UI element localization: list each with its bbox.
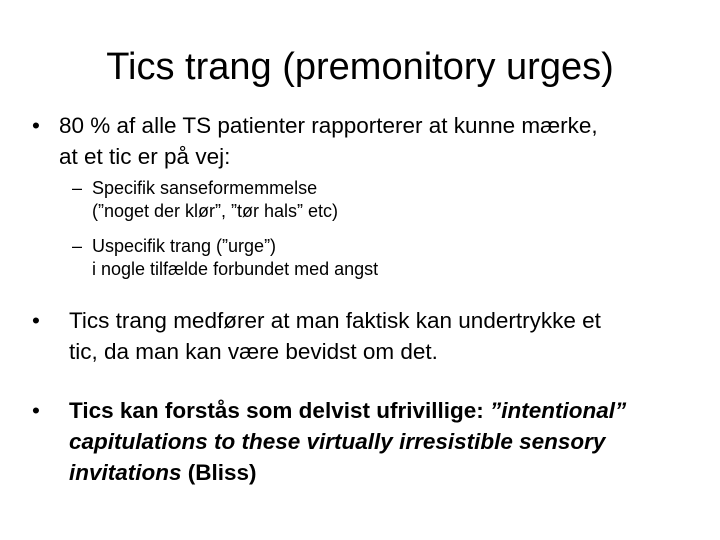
bullet-suppression [32,305,712,367]
sub-bullet-unspecific-urge [72,235,692,281]
bullet-marker: • [32,308,40,333]
bullet-urge-awareness [32,110,712,172]
bullet-text [59,110,598,172]
bullet-line: 80 % af alle TS patienter rapporterer at kunne mærke, [59,113,598,138]
bullet-quote-text: ”intentional” [489,398,627,423]
bullet-text [69,305,601,367]
sub-bullet-text [92,235,378,281]
bullet-quote-text: invitations [69,460,182,485]
bullet-citation: (Bliss) [181,460,257,485]
bullet-marker: • [32,113,40,138]
bullet-line: tic, da man kan være bevidst om det. [69,339,438,364]
sub-bullet-line: i nogle tilfælde forbundet med angst [92,259,379,279]
bullet-bold-text: Tics kan forstås som delvist ufrivillige: [69,398,490,423]
bullet-text [69,395,626,488]
bullet-marker: • [32,398,40,423]
sub-bullet-line: (”noget der klør”, ”tør hals” etc) [92,201,339,221]
sub-bullet-specific-sensation [72,177,692,223]
bullet-intentional-capitulations [32,395,712,488]
slide-title: Tics trang (premonitory urges) [106,46,614,88]
sub-bullet-line: Specifik sanseformemmelse [92,178,318,198]
sub-bullet-text [92,177,338,223]
bullet-quote-text: capitulations to these virtually irresistible sensory [69,429,606,454]
sub-bullet-marker: – [72,178,83,198]
sub-bullet-marker: – [72,236,83,256]
bullet-line: Tics trang medfører at man faktisk kan undertrykke et [69,308,601,333]
bullet-line: at et tic er på vej: [59,144,231,169]
sub-bullet-line: Uspecifik trang (”urge”) [92,236,277,256]
